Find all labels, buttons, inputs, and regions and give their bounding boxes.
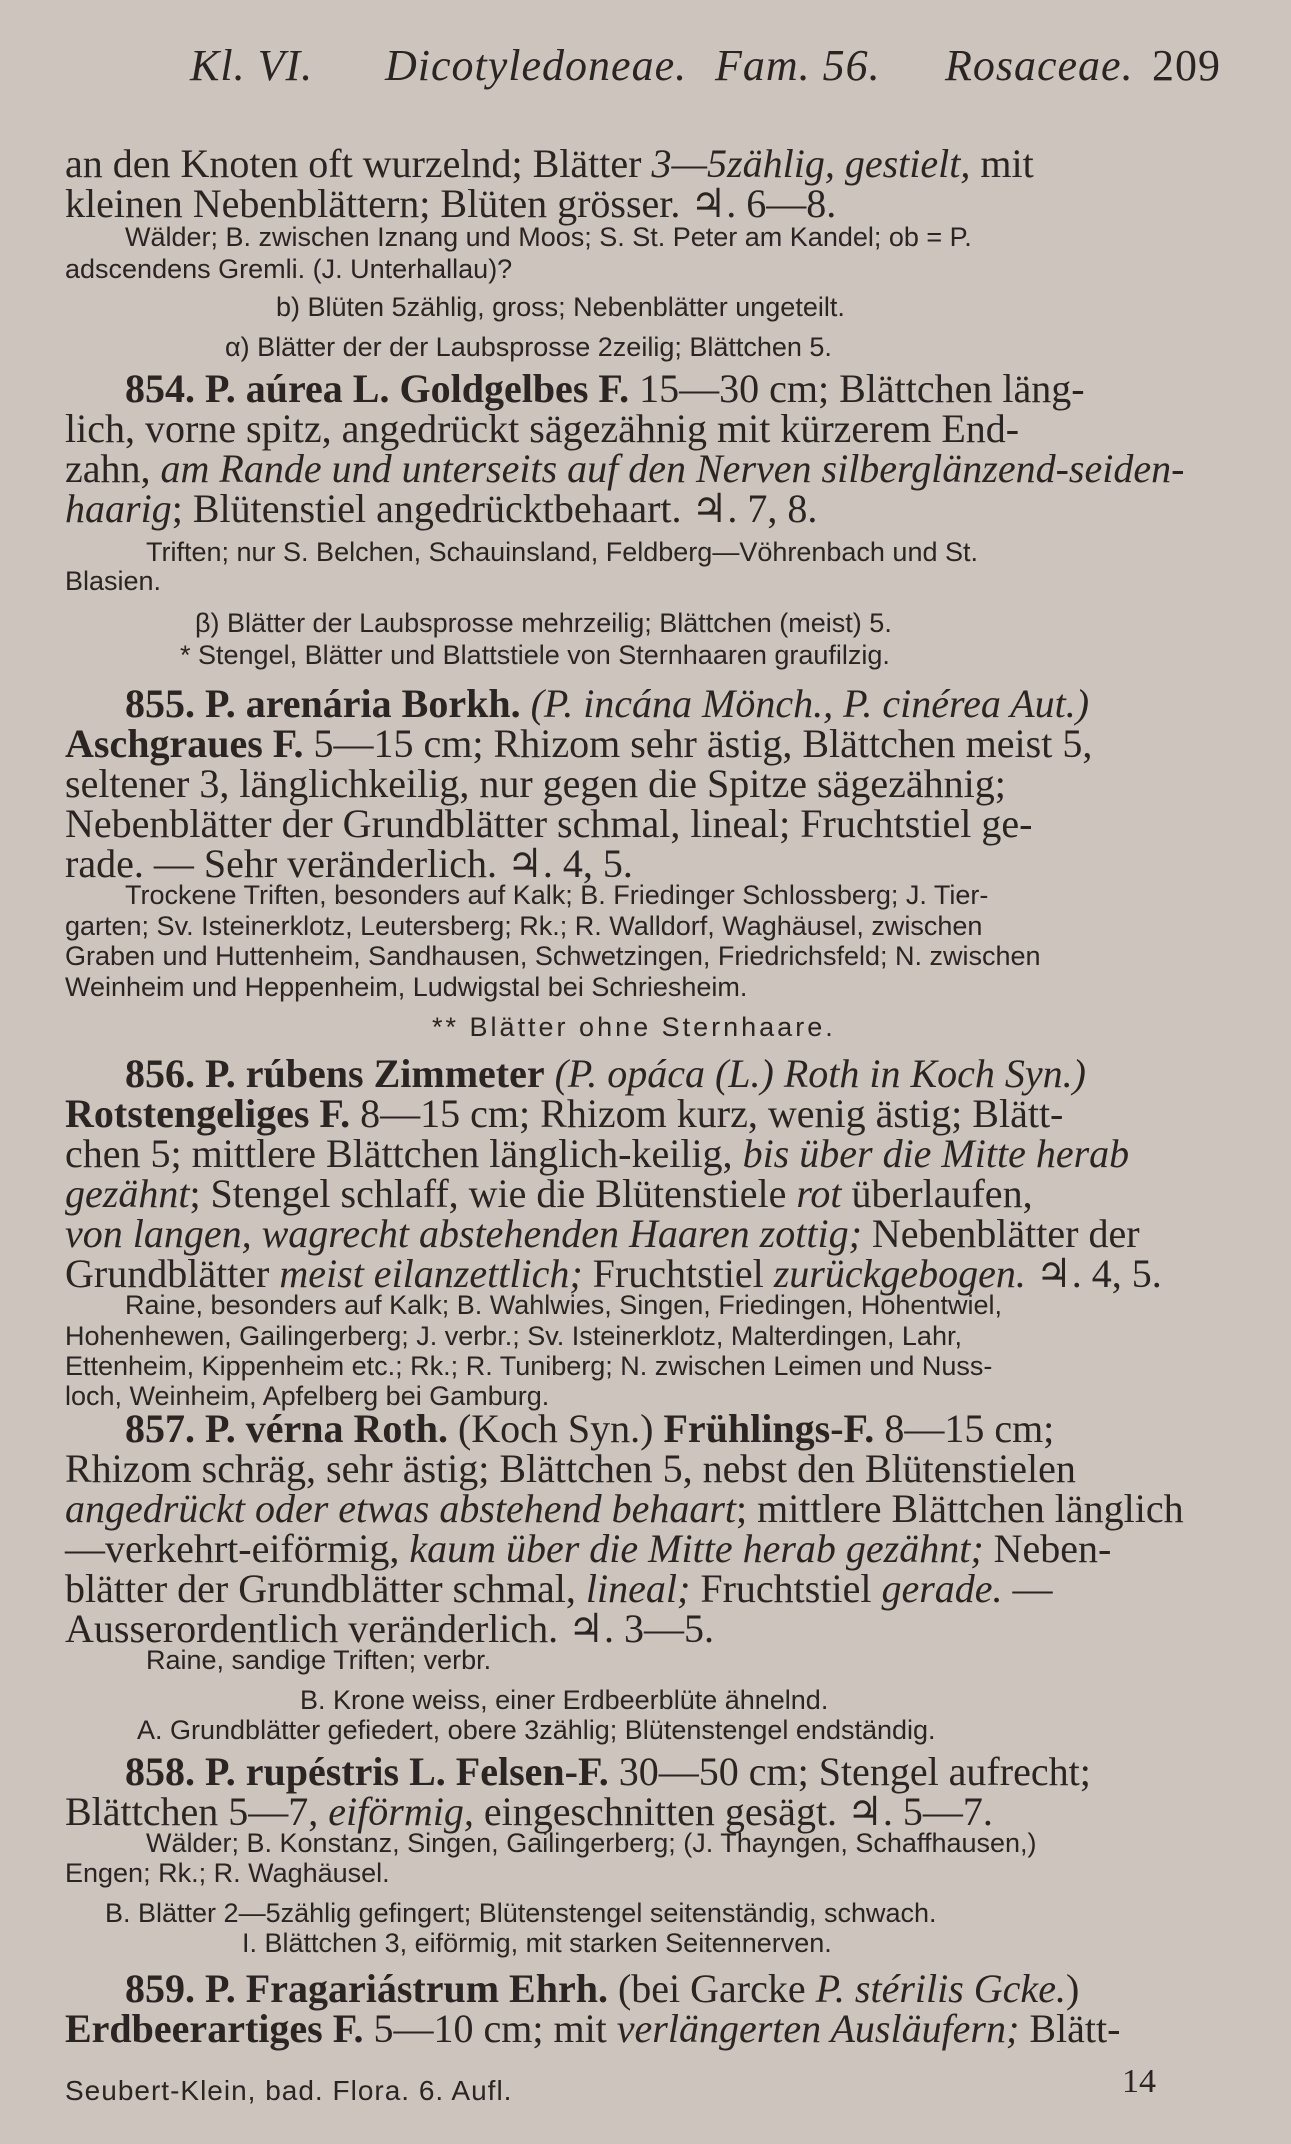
key-line: α) Blätter der der Laubsprosse 2zeilig; Blättchen 5. bbox=[225, 332, 832, 362]
locality-line: Ettenheim, Kippenheim etc.; Rk.; R. Tuniberg; N. zwischen Leimen und Nuss- bbox=[65, 1351, 993, 1381]
text-line: angedrückt oder etwas abstehend behaart; mittlere Blättchen länglich bbox=[65, 1486, 1184, 1531]
text-line: chen 5; mittlere Blättchen länglich-keilig, bis über die Mitte herab bbox=[65, 1131, 1130, 1176]
locality-line: adscendens Gremli. (J. Unterhallau)? bbox=[65, 254, 513, 284]
species-heading: 855. P. arenária Borkh. (P. incána Mönch., P. cinérea Aut.) bbox=[125, 681, 1090, 726]
text-line: zahn, am Rande und unterseits auf den Nerven silberglänzend-seiden- bbox=[65, 446, 1185, 491]
species-heading: 856. P. rúbens Zimmeter (P. opáca (L.) Roth in Koch Syn.) bbox=[125, 1051, 1086, 1096]
locality-line: Trockene Triften, besonders auf Kalk; B. Friedinger Schlossberg; J. Tier- bbox=[125, 880, 989, 910]
key-line: A. Grundblätter gefiedert, obere 3zählig; Blütenstengel endständig. bbox=[137, 1715, 936, 1745]
page-number: 209 bbox=[1152, 41, 1221, 90]
text-line: Ausserordentlich veränderlich. ♃. 3—5. bbox=[65, 1606, 715, 1651]
species-heading: 854. P. aúrea L. Goldgelbes F. 15—30 cm; Blättchen läng- bbox=[125, 366, 1085, 411]
text-line: —verkehrt-eiförmig, kaum über die Mitte herab gezähnt; Neben- bbox=[65, 1526, 1112, 1571]
species-heading: 858. P. rupéstris L. Felsen-F. 30—50 cm; Stengel aufrecht; bbox=[125, 1749, 1091, 1794]
footer-source: Seubert-Klein, bad. Flora. 6. Aufl. bbox=[65, 2075, 513, 2106]
key-line: I. Blättchen 3, eiförmig, mit starken Seitennerven. bbox=[242, 1928, 832, 1958]
key-line: ** Blätter ohne Sternhaare. bbox=[432, 1012, 836, 1042]
key-line: B. Krone weiss, einer Erdbeerblüte ähnelnd. bbox=[300, 1685, 829, 1715]
locality-line: Weinheim und Heppenheim, Ludwigstal bei Schriesheim. bbox=[65, 972, 748, 1002]
text-line: blätter der Grundblätter schmal, lineal; Fruchtstiel gerade. — bbox=[65, 1566, 1053, 1611]
key-line: B. Blätter 2—5zählig gefingert; Blütenstengel seitenständig, schwach. bbox=[105, 1898, 937, 1928]
species-heading: 857. P. vérna Roth. (Koch Syn.) Frühlings-F. 8—15 cm; bbox=[125, 1406, 1055, 1451]
text-line: seltener 3, länglichkeilig, nur gegen die Spitze sägezähnig; bbox=[65, 761, 1006, 806]
locality-line: garten; Sv. Isteinerklotz, Leutersberg; Rk.; R. Walldorf, Waghäusel, zwischen bbox=[65, 911, 983, 941]
locality-line: Wälder; B. zwischen Iznang und Moos; S. St. Peter am Kandel; ob = P. bbox=[125, 222, 972, 252]
family-label: Fam. 56. bbox=[715, 41, 881, 90]
text-line: Nebenblätter der Grundblätter schmal, lineal; Fruchtstiel ge- bbox=[65, 801, 1033, 846]
text-line: Rotstengeliges F. 8—15 cm; Rhizom kurz, wenig ästig; Blätt- bbox=[65, 1091, 1064, 1136]
locality-line: Triften; nur S. Belchen, Schauinsland, Feldberg—Vöhrenbach und St. bbox=[146, 537, 978, 567]
locality-line: Blasien. bbox=[65, 566, 162, 596]
locality-line: Raine, besonders auf Kalk; B. Wahlwies, Singen, Friedingen, Hohentwiel, bbox=[125, 1290, 1002, 1320]
text-line: an den Knoten oft wurzelnd; Blätter 3—5zählig, gestielt, mit bbox=[65, 141, 1034, 186]
locality-line: Wälder; B. Konstanz, Singen, Gailingerberg; (J. Thayngen, Schaffhausen,) bbox=[146, 1828, 1037, 1858]
locality-line: Engen; Rk.; R. Waghäusel. bbox=[65, 1858, 390, 1888]
key-line: β) Blätter der Laubsprosse mehrzeilig; Blättchen (meist) 5. bbox=[195, 608, 892, 638]
locality-line: loch, Weinheim, Apfelberg bei Gamburg. bbox=[65, 1381, 550, 1411]
family-name: Rosaceae. bbox=[945, 41, 1134, 90]
text-line: Rhizom schräg, sehr ästig; Blättchen 5, nebst den Blütenstielen bbox=[65, 1446, 1076, 1491]
key-line: b) Blüten 5zählig, gross; Nebenblätter ungeteilt. bbox=[276, 292, 845, 322]
text-line: gezähnt; Stengel schlaff, wie die Blütenstiele rot überlaufen, bbox=[65, 1171, 1033, 1216]
running-header bbox=[0, 40, 1240, 100]
locality-line: Raine, sandige Triften; verbr. bbox=[146, 1645, 492, 1675]
text-line: rade. — Sehr veränderlich. ♃. 4, 5. bbox=[65, 841, 633, 886]
text-line: Grundblätter meist eilanzettlich; Fruchtstiel zurückgebogen. ♃. 4, 5. bbox=[65, 1251, 1162, 1296]
text-line: lich, vorne spitz, angedrückt sägezähnig mit kürzerem End- bbox=[65, 406, 1020, 451]
text-line: Erdbeerartiges F. 5—10 cm; mit verlängerten Ausläufern; Blätt- bbox=[65, 2006, 1121, 2051]
text-line: Blättchen 5—7, eiförmig, eingeschnitten gesägt. ♃. 5—7. bbox=[65, 1789, 993, 1834]
locality-line: Graben und Huttenheim, Sandhausen, Schwetzingen, Friedrichsfeld; N. zwischen bbox=[65, 941, 1041, 971]
class-name: Dicotyledoneae. bbox=[385, 41, 688, 90]
species-heading: 859. P. Fragariástrum Ehrh. (bei Garcke P. stérilis Gcke.) bbox=[125, 1966, 1080, 2011]
key-line: * Stengel, Blätter und Blattstiele von Sternhaaren graufilzig. bbox=[180, 640, 890, 670]
class-label: Kl. VI. bbox=[190, 41, 314, 90]
locality-line: Hohenhewen, Gailingerberg; J. verbr.; Sv. Isteinerklotz, Malterdingen, Lahr, bbox=[65, 1321, 962, 1351]
text-line: kleinen Nebenblättern; Blüten grösser. ♃. 6—8. bbox=[65, 181, 837, 226]
text-line: haarig; Blütenstiel angedrücktbehaart. ♃. 7, 8. bbox=[65, 486, 818, 531]
signature-mark: 14 bbox=[1122, 2063, 1156, 2100]
text-line: Aschgraues F. 5—15 cm; Rhizom sehr ästig, Blättchen meist 5, bbox=[65, 721, 1093, 766]
text-line: von langen, wagrecht abstehenden Haaren zottig; Nebenblätter der bbox=[65, 1211, 1140, 1256]
